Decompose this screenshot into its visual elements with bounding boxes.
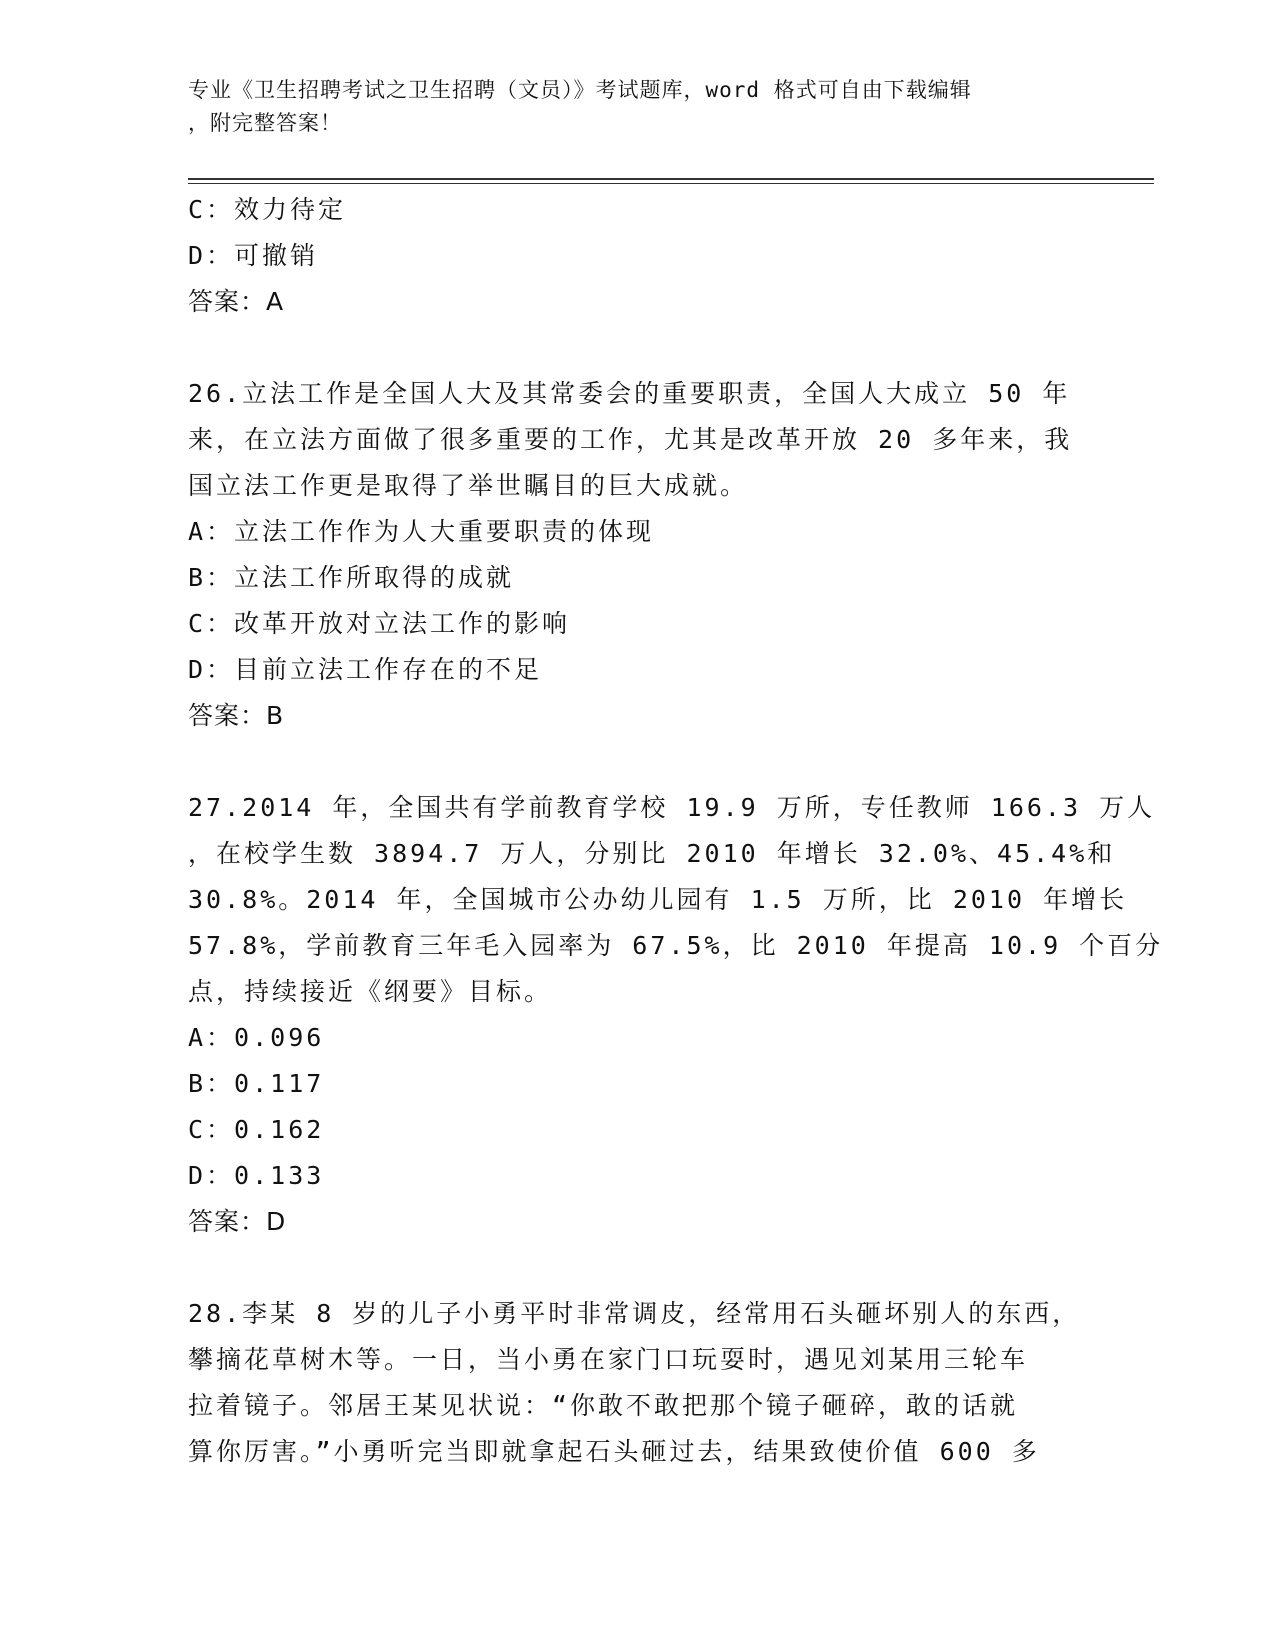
question-26 bbox=[188, 371, 1088, 739]
question-stem-line: 26.立法工作是全国人大及其常委会的重要职责，全国人大成立 50 年 bbox=[188, 379, 1071, 408]
question-stem-line: 算你厉害。”小勇听完当即就拿起石头砸过去，结果致使价值 600 多 bbox=[188, 1437, 1040, 1466]
header-divider-thin bbox=[188, 183, 1154, 184]
option-a: A：0.096 bbox=[188, 1023, 325, 1052]
prev-question-block bbox=[188, 187, 1088, 325]
question-stem-line: 30.8%。2014 年，全国城市公办幼儿园有 1.5 万所，比 2010 年增长 bbox=[188, 885, 1128, 914]
question-stem-line: 来，在立法方面做了很多重要的工作，尤其是改革开放 20 多年来，我 bbox=[188, 425, 1073, 454]
option-c: C：0.162 bbox=[188, 1115, 325, 1144]
option-b: B：0.117 bbox=[188, 1069, 325, 1098]
document-header bbox=[188, 74, 1088, 140]
option-a: A：立法工作作为人大重要职责的体现 bbox=[188, 517, 655, 546]
question-stem-line: 28.李某 8 岁的儿子小勇平时非常调皮，经常用石头砸坏别人的东西， bbox=[188, 1299, 1081, 1328]
answer-line: 答案：B bbox=[188, 701, 285, 730]
question-stem-line: 攀摘花草树木等。一日，当小勇在家门口玩耍时，遇见刘某用三轮车 bbox=[188, 1345, 1029, 1374]
option-b: B：立法工作所取得的成就 bbox=[188, 563, 515, 592]
question-27 bbox=[188, 785, 1164, 1245]
question-stem-line: 国立法工作更是取得了举世瞩目的巨大成就。 bbox=[188, 471, 749, 500]
question-28 bbox=[188, 1291, 1088, 1475]
question-stem-line: 拉着镜子。邻居王某见状说：“你敢不敢把那个镜子砸碎，敢的话就 bbox=[188, 1391, 1019, 1420]
option-c: C：改革开放对立法工作的影响 bbox=[188, 609, 571, 638]
question-stem-line: 27.2014 年，全国共有学前教育学校 19.9 万所，专任教师 166.3 万人 bbox=[188, 793, 1156, 822]
document-body bbox=[188, 187, 1164, 1475]
option-c: C：效力待定 bbox=[188, 195, 347, 224]
header-line-2: ，附完整答案！ bbox=[188, 111, 342, 135]
option-d: D：0.133 bbox=[188, 1161, 325, 1190]
option-d: D：目前立法工作存在的不足 bbox=[188, 655, 543, 684]
question-stem-line: 点，持续接近《纲要》目标。 bbox=[188, 977, 553, 1006]
answer-line: 答案：D bbox=[188, 1207, 287, 1236]
question-gap bbox=[188, 1245, 1088, 1291]
question-stem-line: 57.8%，学前教育三年毛入园率为 67.5%，比 2010 年提高 10.9 个百分 bbox=[188, 931, 1164, 960]
question-gap bbox=[188, 325, 1088, 371]
header-divider-thick bbox=[188, 178, 1154, 180]
answer-line: 答案：A bbox=[188, 287, 285, 316]
option-d: D：可撤销 bbox=[188, 241, 319, 270]
question-stem-line: ，在校学生数 3894.7 万人，分别比 2010 年增长 32.0%、45.4%和 bbox=[188, 839, 1116, 868]
question-gap bbox=[188, 739, 1088, 785]
header-line-1: 专业《卫生招聘考试之卫生招聘（文员）》考试题库，word 格式可自由下载编辑 bbox=[188, 78, 972, 102]
